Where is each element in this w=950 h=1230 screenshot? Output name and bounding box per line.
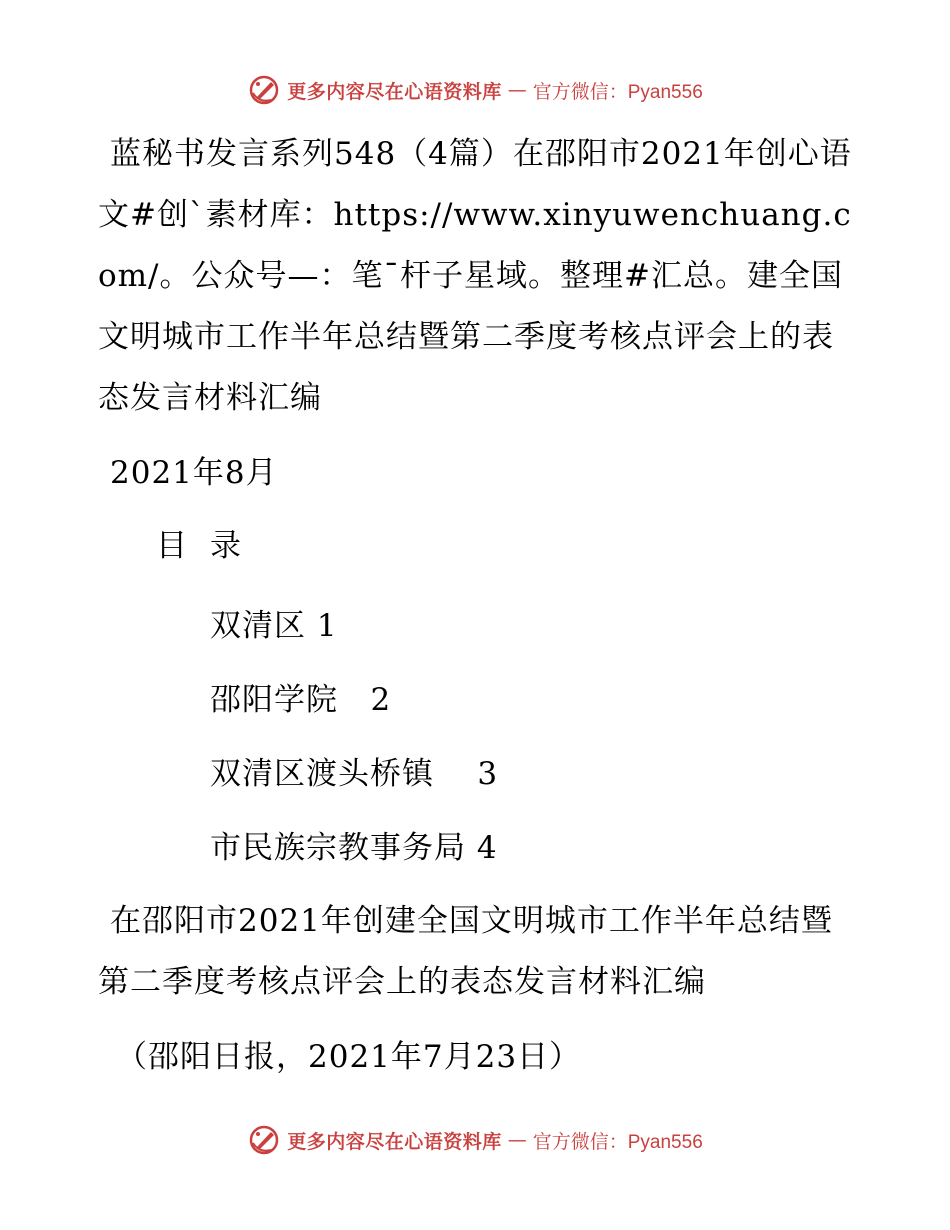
toc-item-4: 市民族宗教事务局 4 bbox=[210, 830, 498, 866]
footer-banner-inner bbox=[247, 1123, 703, 1157]
toc-title-char-1: 目 bbox=[156, 528, 188, 564]
source-note: （邵阳日报，2021年7月23日） bbox=[116, 1039, 582, 1075]
header-banner bbox=[0, 70, 950, 110]
table-of-contents bbox=[210, 589, 858, 885]
toc-title-char-2: 录 bbox=[210, 528, 242, 564]
toc-item-2: 邵阳学院 2 bbox=[210, 682, 392, 718]
toc-item-1: 双清区 1 bbox=[210, 608, 338, 644]
toc-title bbox=[156, 516, 858, 577]
section-title: 在邵阳市2021年创建全国文明城市工作半年总结暨第二季度考核点评会上的表态发言材料汇编 bbox=[98, 903, 833, 1000]
document-date: 2021年8月 bbox=[110, 455, 278, 491]
header-banner-inner bbox=[247, 73, 703, 107]
brand-logo-icon bbox=[247, 73, 281, 107]
toc-item-3: 双清区渡头桥镇 3 bbox=[210, 756, 499, 792]
footer-banner-contact: 官方微信：Pyan556 bbox=[532, 1131, 703, 1153]
header-banner-separator: — bbox=[507, 79, 527, 101]
header-banner-text: 更多内容尽在心语资料库 bbox=[287, 80, 502, 103]
header-banner-contact: 官方微信：Pyan556 bbox=[532, 81, 703, 103]
document-body bbox=[98, 124, 858, 1088]
footer-banner bbox=[0, 1120, 950, 1160]
brand-logo-icon bbox=[247, 1123, 281, 1157]
intro-paragraph: 蓝秘书发言系列548（4篇）在邵阳市2021年创心语文#创`素材库：https://www.xinyuwenchuang.com/。公众号—：笔¯杆子星域。整理#汇总。建全国文明城市工作半年总结暨第二季度考核点评会上的表态发言材料汇编 bbox=[98, 136, 852, 416]
footer-banner-text: 更多内容尽在心语资料库 bbox=[287, 1130, 502, 1153]
footer-banner-separator: — bbox=[507, 1129, 527, 1151]
